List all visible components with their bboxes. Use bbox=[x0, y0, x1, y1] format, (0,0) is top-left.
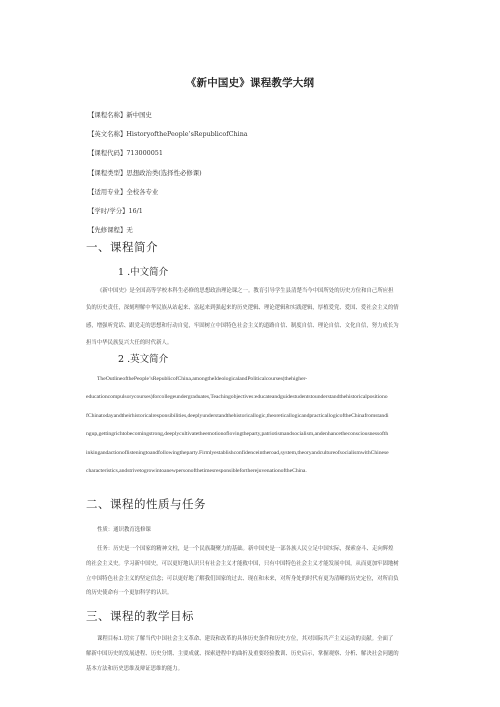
meta-course-name: 【课程名称】新中国史 bbox=[88, 111, 152, 119]
paragraph-line: 任务：历史是一个国家的精神文柱，是一个民族凝聚力的基础。新中国史是一部各族人民立足中国实际，探索奋斗、走向辉煌 bbox=[97, 546, 394, 552]
paragraph-line: 感，增强听党话、跟党走的思想和行动自觉，牢固树立中国特色社会主义的道路自信、制度自信、理论自信、文化自信，努力成长为 bbox=[86, 322, 399, 329]
meta-course-code: 【课程代码】713000051 bbox=[88, 149, 163, 158]
chinese-intro-paragraph bbox=[86, 283, 418, 353]
paragraph-line: ngup,gettingrichtobecomingstrong,deeplycultivatetheemotionoflovingtheparty,patriotismandsocialism,andenhancetheconsciousnessofth bbox=[86, 431, 389, 438]
paragraph-line: 立中国特色社会主义的坚定信念；可以更好地了解我们国家的过去、现在和未来，对所身处的时代有更为清晰的历史定位，对所肩负 bbox=[86, 575, 399, 582]
paragraph-line: 基本方法和历史思维及辩证思维的能力。 bbox=[86, 665, 184, 672]
subheading-chinese-intro: 1 .中文简介 bbox=[118, 267, 169, 278]
paragraph-line: 课程目标1.切实了解当代中国社会主义革命、建设和改革的具体历史条件和历史方位，其对国际共产主义运动的贡献。全面了 bbox=[97, 636, 394, 642]
document-title: 《新中国史》课程教学大纲 bbox=[185, 77, 315, 89]
paragraph-line: 负的历史责任，深刻理解中华民族从站起来、富起来到强起来的历史逻辑、理论逻辑和实践逻辑，厚植爱党、爱国、爱社会主义的情 bbox=[86, 305, 399, 312]
subheading-english-intro: 2 .英文简介 bbox=[118, 354, 169, 365]
paragraph-line: 的社会主义史。学习新中国史，可以更好地认识只有社会主义才能救中国，只有中国特色社会主义才能发展中国，从而更加牢固地树 bbox=[86, 560, 399, 567]
meta-english-name: 【英文名称】HistoryofthePeople’sRepublicofChina bbox=[88, 130, 248, 139]
section-heading-intro: 一、课程简介 bbox=[86, 240, 158, 254]
meta-prerequisite: 【先修课程】无 bbox=[88, 226, 133, 235]
course-meta-list bbox=[88, 106, 428, 240]
paragraph-line: educationcompulsorycourses)forcollegeundergraduates,Teachingobjectives:educateandguidestudentstounderstandthehistoricalpositiono bbox=[86, 394, 388, 401]
paragraph-line: 解新中国历史的发展进程、历史分期、主要成就、探索进程中的曲折及重要经验教训、历史启示，掌握观察、分析、解决社会问题的 bbox=[86, 650, 399, 657]
paragraph-line: 《新中国史》是全国高等学校本科生必修的思想政治理论课之一。教育引导学生县清楚当今中国所处的历史方位和自己所应担 bbox=[97, 288, 394, 294]
nature-line bbox=[86, 522, 418, 539]
paragraph-line: characteristics,andstrivetogrowintoanewpersonofthetimesresponsiblefortherejuvenationoftheChina. bbox=[86, 467, 307, 474]
paragraph-line: 担当中华民族复兴大任的时代新人。 bbox=[86, 340, 173, 347]
paragraph-line: 的历史使命有一个更加科学的认识。 bbox=[86, 590, 173, 597]
english-intro-paragraph bbox=[86, 370, 418, 480]
meta-applicable-major: 【适用专业】全校各专业 bbox=[88, 187, 159, 196]
objectives-paragraph bbox=[86, 632, 418, 676]
paragraph-line: 性质：通识教育选修课 bbox=[97, 527, 151, 533]
meta-hours-credits: 【学时/学分】16/1 bbox=[88, 206, 143, 215]
paragraph-line: TheOutlineofthePeople’sRepublicofChina,amongtheIdeologicalandPoliticalcourses(thehigher- bbox=[97, 376, 308, 382]
section-heading-objectives: 三、课程的教学目标 bbox=[86, 609, 194, 623]
paragraph-line: inkingandactionoflisteningtoandfollowingtheparty.Firmlyestablishconfidenceintheroad,system,theoryandcultureofsocialismwithChinese bbox=[86, 449, 389, 456]
task-paragraph bbox=[86, 542, 418, 601]
meta-course-type: 【课程类型】思想政治类(选择性必修课) bbox=[88, 168, 202, 177]
section-heading-nature-task: 二、课程的性质与任务 bbox=[86, 497, 206, 511]
paragraph-line: fChinatodayandtheirhistoricalresponsibilities,deeplyunderstandthehistoricallogic,theoreticallogicandpracticallogicoftheChinafromstandi bbox=[86, 412, 389, 419]
